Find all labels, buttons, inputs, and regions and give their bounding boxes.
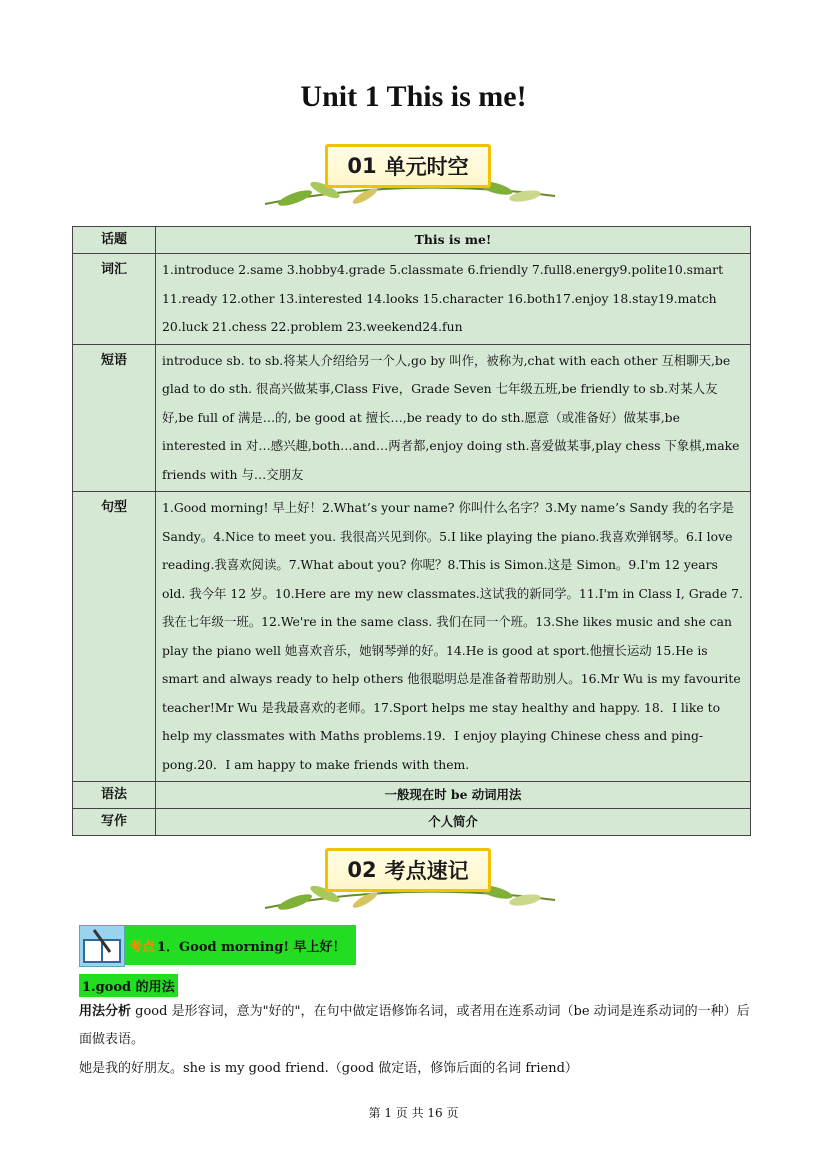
example-sentence: 她是我的好朋友。she is my good friend.（good 做定语，修饰后面的名词 friend）: [79, 1061, 578, 1076]
table-row: [73, 809, 751, 836]
section-banner-2: [255, 846, 565, 916]
unit-overview-table: [72, 226, 751, 836]
banner-number: 01: [347, 154, 377, 178]
section-banner-1: [255, 142, 565, 212]
table-row: [73, 492, 751, 782]
key-point-heading: [79, 925, 356, 965]
row-head: 短语: [73, 344, 156, 492]
page-footer: 第 1 页 共 16 页: [368, 1106, 459, 1120]
table-row: [73, 344, 751, 492]
analysis-label: 用法分析: [79, 1004, 132, 1019]
table-row: [73, 782, 751, 809]
row-head: 句型: [73, 492, 156, 782]
banner-text: 单元时空: [384, 155, 469, 179]
analysis-text: good 是形容词，意为"好的"，在句中做定语修饰名词，或者用在连系动词（be 动词是连系动词的一种）后面做表语。: [79, 1004, 750, 1047]
key-point-tag: 考点: [129, 939, 156, 955]
sub-heading: 1.good 的用法: [79, 974, 178, 997]
table-row: [73, 227, 751, 254]
row-head: 话题: [73, 227, 156, 254]
row-content: introduce sb. to sb.将某人介绍给另一个人,go by 叫作，被称为,chat with each other 互相聊天,be glad to do sth. 很高兴做某事,Class Five，Grade Seven 七年级五班,be friendly to sb.对某人友好,be full of 满是…的, be good at 擅长…,be ready to do sth.愿意（或准备好）做某事,be interested in 对…感兴趣,both…and…两者都,enjoy doing sth.喜爱做某事,play chess 下象棋,make friends with 与…交朋友: [156, 344, 751, 492]
key-point-text: 1．Good morning! 早上好！: [157, 939, 346, 955]
analysis-paragraph: [79, 998, 751, 1054]
row-content: 1.introduce 2.same 3.hobby4.grade 5.classmate 6.friendly 7.full8.energy9.polite10.smart 11.ready 12.other 13.interested 14.looks 15.character 16.both17.enjoy 18.stay19.match 20.luck 21.chess 22.problem 23.weekend24.fun: [156, 254, 751, 345]
page-title: Unit 1 This is me!: [300, 80, 527, 113]
row-content: This is me!: [156, 227, 751, 254]
banner-number: 02: [347, 858, 377, 882]
row-head: 写作: [73, 809, 156, 836]
row-content: 个人简介: [156, 809, 751, 836]
banner-text: 考点速记: [384, 859, 469, 883]
book-pencil-icon: [79, 925, 125, 967]
row-content: 一般现在时 be 动词用法: [156, 782, 751, 809]
row-head: 语法: [73, 782, 156, 809]
row-head: 词汇: [73, 254, 156, 345]
row-content: 1.Good morning! 早上好！2.What’s your name? 你叫什么名字？3.My name’s Sandy 我的名字是 Sandy。4.Nice to meet you. 我很高兴见到你。5.I like playing the piano.我喜欢弹钢琴。6.I love reading.我喜欢阅读。7.What about you? 你呢？8.This is Simon.这是 Simon。9.I'm 12 years old. 我今年 12 岁。10.Here are my new classmates.这试我的新同学。11.I'm in Class I, Grade 7.我在七年级一班。12.We're in the same class. 我们在同一个班。13.She likes music and she can play the piano well 她喜欢音乐，她钢琴弹的好。14.He is good at sport.他擅长运动 15.He is smart and always ready to help others 他很聪明总是准备着帮助别人。16.Mr Wu is my favourite teacher!Mr Wu 是我最喜欢的老师。17.Sport helps me stay healthy and happy. 18．I like to help my classmates with Maths problems.19．I enjoy playing Chinese chess and ping-pong.20．I am happy to make friends with them.: [156, 492, 751, 782]
table-row: [73, 254, 751, 345]
